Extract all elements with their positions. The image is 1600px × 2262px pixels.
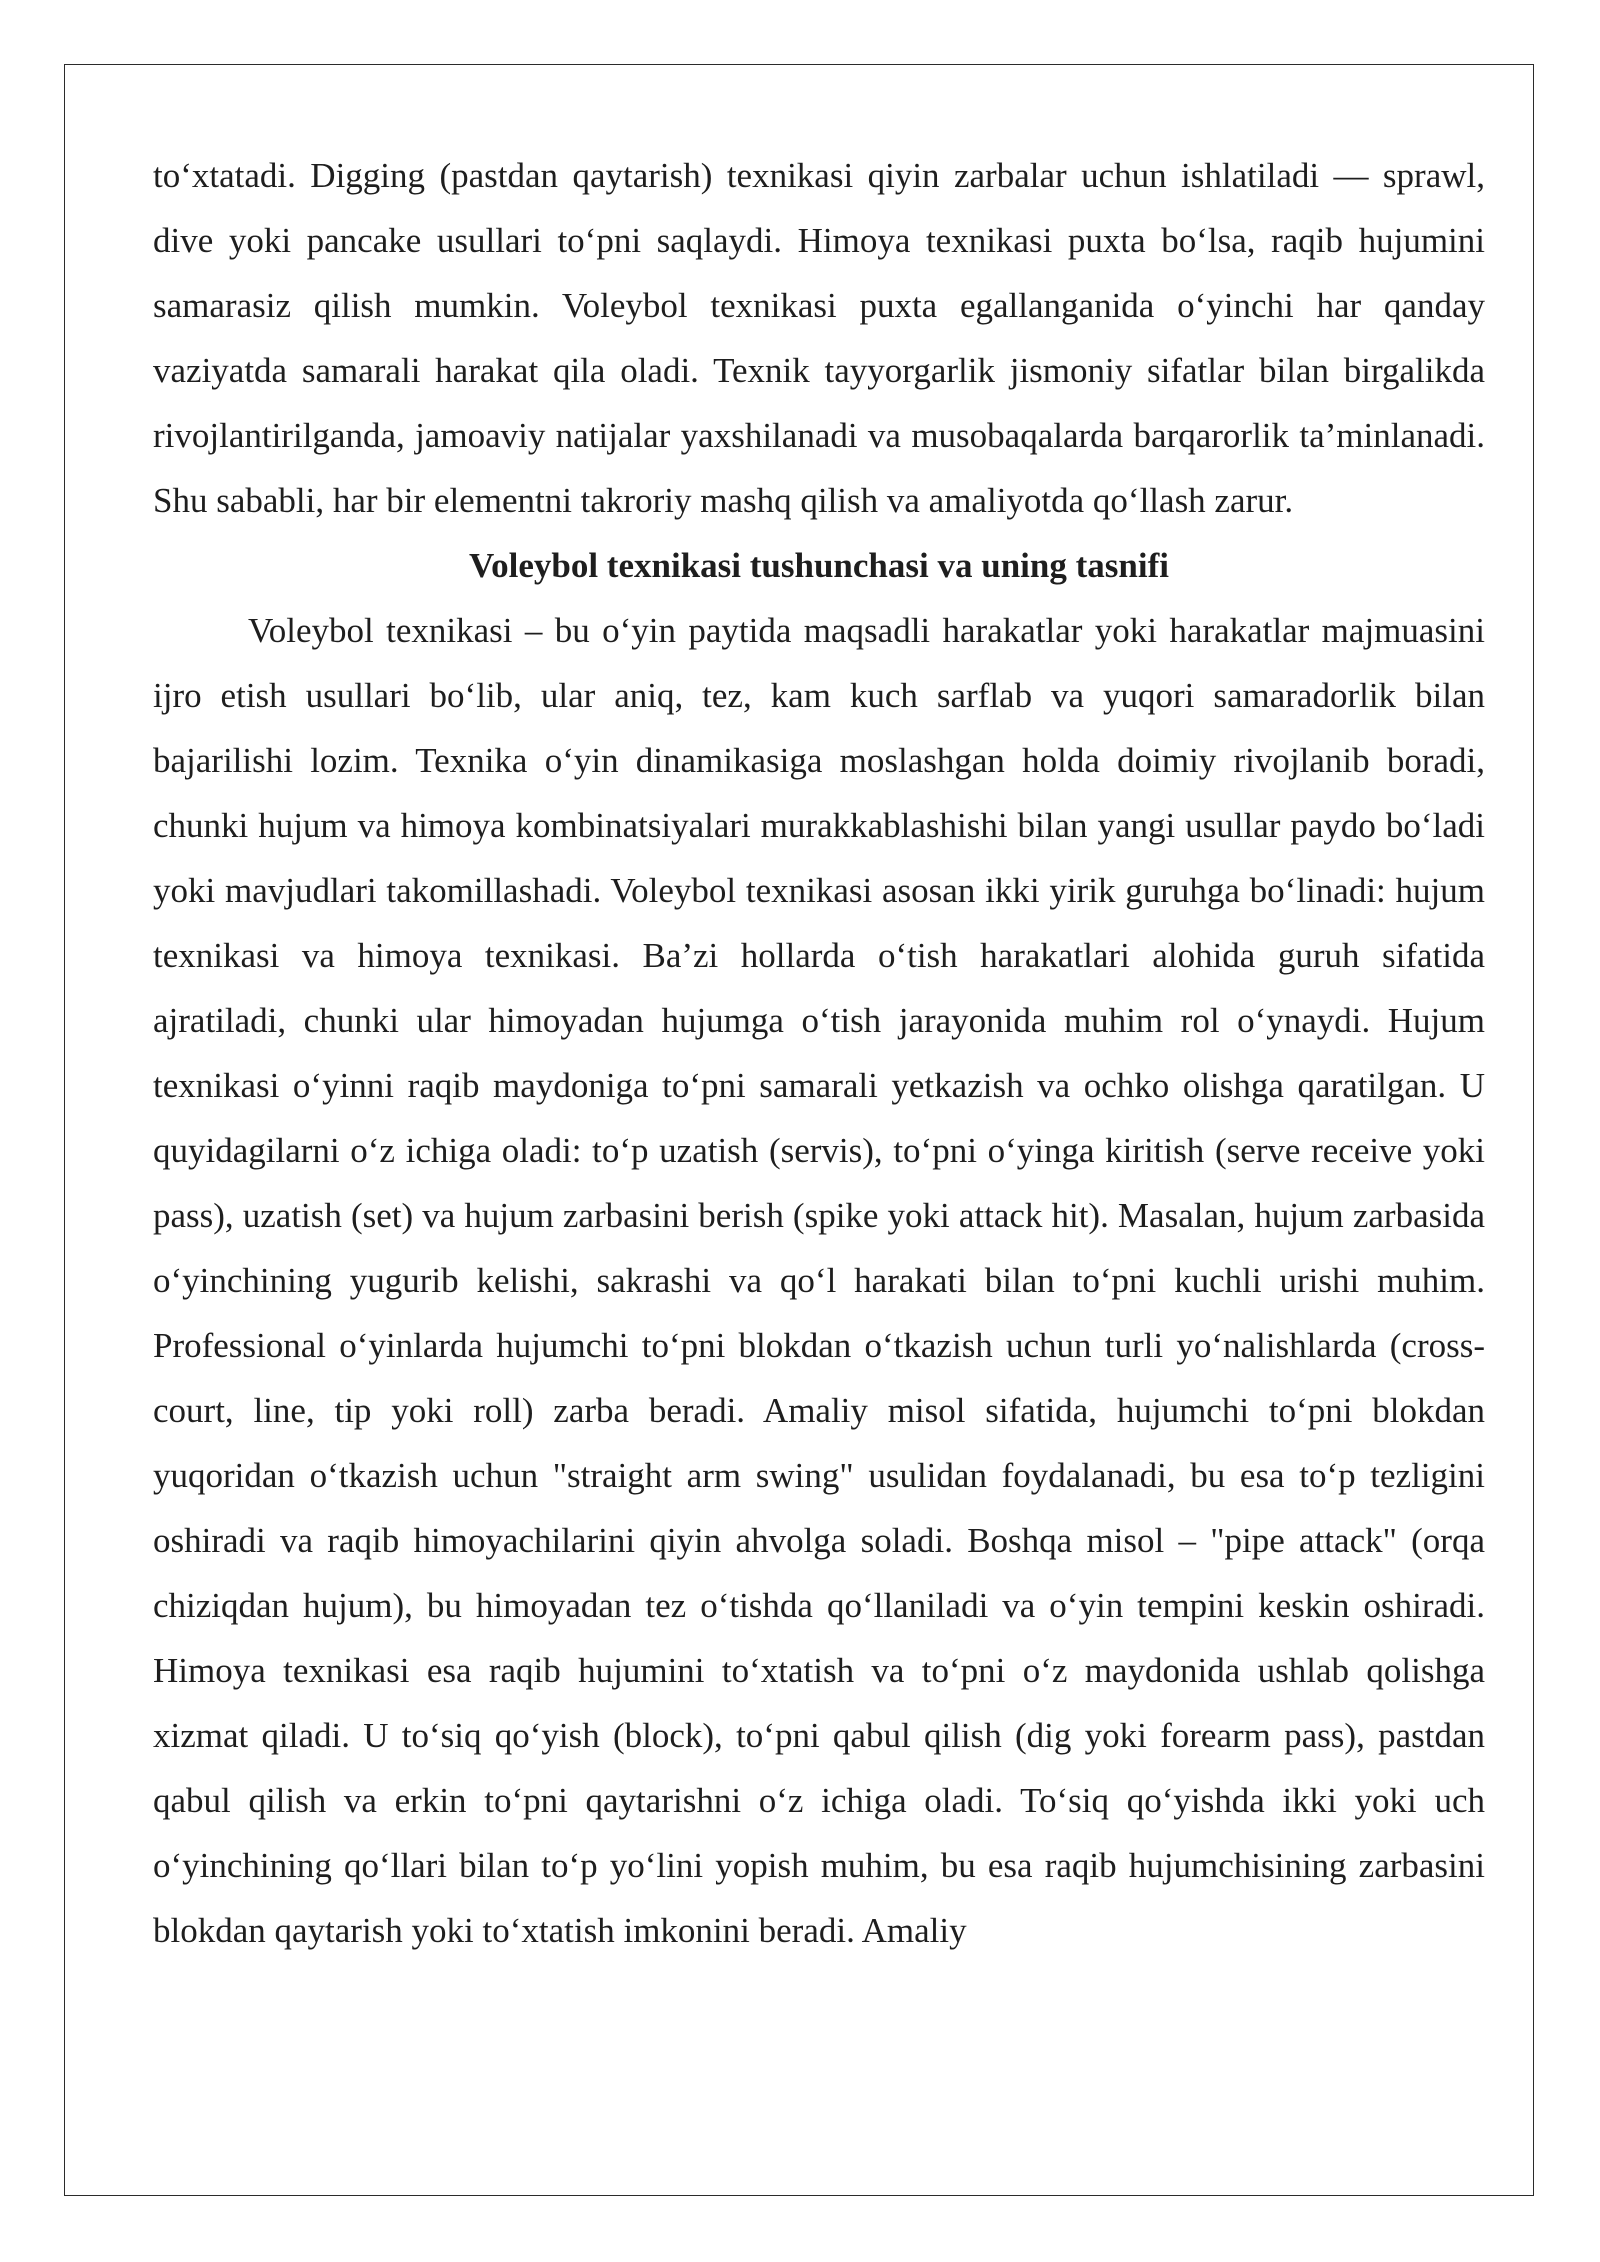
paragraph-continued: to‘xtatadi. Digging (pastdan qaytarish) texnikasi qiyin zarbalar uchun ishlatiladi — sprawl, dive yoki pancake usullari to‘pni saqlaydi. Himoya texnikasi puxta bo‘lsa, raqib hujumini samarasiz qilish mumkin. Voleybol texnikasi puxta egallanganida o‘yinchi har qanday vaziyatda samarali harakat qila oladi. Texnik tayyorgarlik jismoniy sifatlar bilan birgalikda rivojlantirilganda, jamoaviy natijalar yaxshilanadi va musobaqalarda barqarorlik ta’minlanadi. Shu sababli, har bir elementni takroriy mashq qilish va amaliyotda qo‘llash zarur.	[153, 156, 1485, 520]
section-heading: Voleybol texnikasi tushunchasi va uning tasnifi	[469, 546, 1169, 585]
document-body	[153, 143, 1485, 1963]
paragraph-main: Voleybol texnikasi – bu o‘yin paytida maqsadli harakatlar yoki harakatlar majmuasini ijro etish usullari bo‘lib, ular aniq, tez, kam kuch sarflab va yuqori samaradorlik bilan bajarilishi lozim. Texnika o‘yin dinamikasiga moslashgan holda doimiy rivojlanib boradi, chunki hujum va himoya kombinatsiyalari murakkablashishi bilan yangi usullar paydo bo‘ladi yoki mavjudlari takomillashadi. Voleybol texnikasi asosan ikki yirik guruhga bo‘linadi: hujum texnikasi va himoya texnikasi. Ba’zi hollarda o‘tish harakatlari alohida guruh sifatida ajratiladi, chunki ular himoyadan hujumga o‘tish jarayonida muhim rol o‘ynaydi. Hujum texnikasi o‘yinni raqib maydoniga to‘pni samarali yetkazish va ochko olishga qaratilgan. U quyidagilarni o‘z ichiga oladi: to‘p uzatish (servis), to‘pni o‘yinga kiritish (serve receive yoki pass), uzatish (set) va hujum zarbasini berish (spike yoki attack hit). Masalan, hujum zarbasida o‘yinchining yugurib kelishi, sakrashi va qo‘l harakati bilan to‘pni kuchli urishi muhim. Professional o‘yinlarda hujumchi to‘pni blokdan o‘tkazish uchun turli yo‘nalishlarda (cross-court, line, tip yoki roll) zarba beradi. Amaliy misol sifatida, hujumchi to‘pni blokdan yuqoridan o‘tkazish uchun "straight arm swing" usulidan foydalanadi, bu esa to‘p tezligini oshiradi va raqib himoyachilarini qiyin ahvolga soladi. Boshqa misol – "pipe attack" (orqa chiziqdan hujum), bu himoyadan tez o‘tishda qo‘llaniladi va o‘yin tempini keskin oshiradi. Himoya texnikasi esa raqib hujumini to‘xtatish va to‘pni o‘z maydonida ushlab qolishga xizmat qiladi. U to‘siq qo‘yish (block), to‘pni qabul qilish (dig yoki forearm pass), pastdan qabul qilish va erkin to‘pni qaytarishni o‘z ichiga oladi. To‘siq qo‘yishda ikki yoki uch o‘yinchining qo‘llari bilan to‘p yo‘lini yopish muhim, bu esa raqib hujumchisining zarbasini blokdan qaytarish yoki to‘xtatish imkonini beradi. Amaliy	[153, 611, 1485, 1950]
